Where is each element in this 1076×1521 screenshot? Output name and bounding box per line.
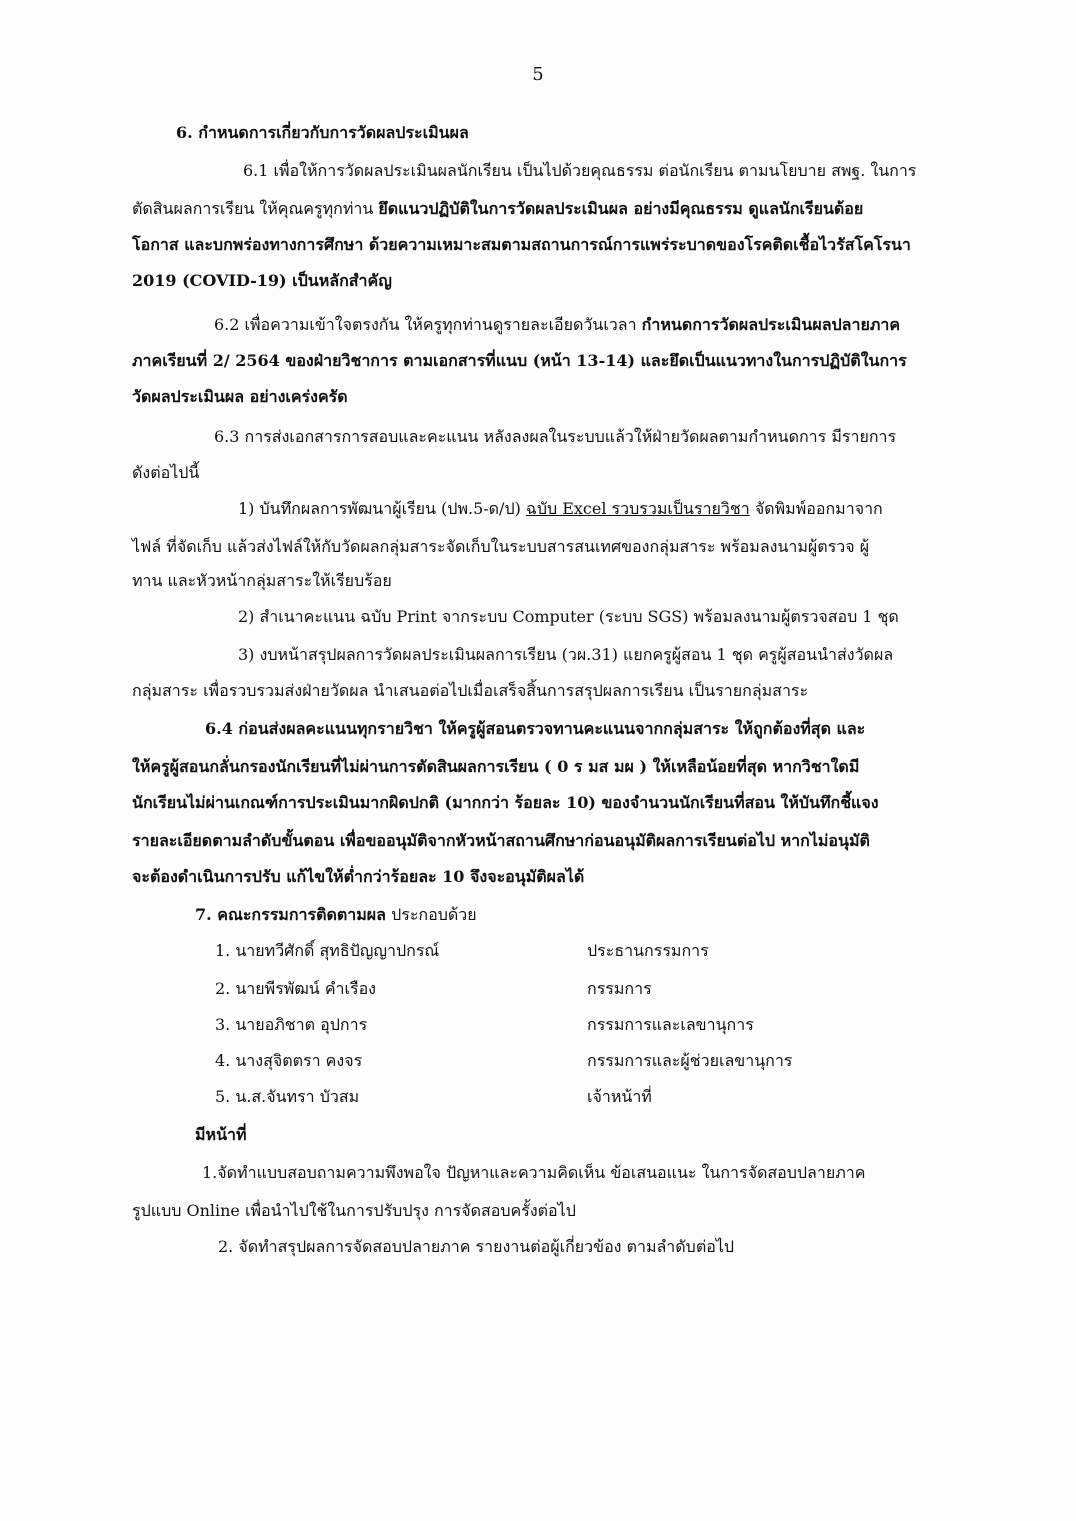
member-role: กรรมการ <box>587 979 652 998</box>
item-1-line-1-tail: จัดพิมพ์ออกมาจาก <box>749 499 883 518</box>
duties-heading: มีหน้าที่ <box>195 1125 247 1144</box>
item-1-line-1 <box>238 498 883 520</box>
para-6-1-line-4: 2019 (COVID-19) เป็นหลักสำคัญ <box>132 271 392 290</box>
para-6-2-line-1-normal: 6.2 เพื่อความเข้าใจตรงกัน ให้ครูทุกท่านดูรายละเอียดวันเวลา <box>214 315 642 334</box>
para-6-3-line-2: ดังต่อไปนี้ <box>132 463 200 482</box>
duty-1-line-2: รูปแบบ Online เพื่อนำไปใช้ในการปรับปรุง การจัดสอบครั้งต่อไป <box>132 1201 576 1220</box>
member-role: ประธานกรรมการ <box>587 941 709 960</box>
para-6-4-line-2: ให้ครูผู้สอนกลั่นกรองนักเรียนที่ไม่ผ่านการตัดสินผลการเรียน ( 0 ร มส มผ ) ให้เหลือน้อยที่สุด หากวิชาใดมี <box>132 757 860 776</box>
para-6-1-line-2-bold: ยึดแนวปฏิบัติในการวัดผลประเมินผล อย่างมีคุณธรรม ดูแลนักเรียนด้อย <box>378 199 864 218</box>
para-6-2-line-3: วัดผลประเมินผล อย่างเคร่งครัด <box>132 387 348 406</box>
para-6-2-line-1-bold: กำหนดการวัดผลประเมินผลปลายภาค <box>641 315 901 334</box>
member-role: กรรมการและผู้ช่วยเลขานุการ <box>587 1051 793 1070</box>
member-name: 5. น.ส.จันทรา บัวสม <box>215 1087 360 1106</box>
para-6-3-line-1: 6.3 การส่งเอกสารการสอบและคะแนน หลังลงผลในระบบแล้วให้ฝ่ายวัดผลตามกำหนดการ มีรายการ <box>214 427 897 446</box>
member-name: 4. นางสุจิตตรา คงจร <box>215 1051 363 1070</box>
item-3-line-1: 3) งบหน้าสรุปผลการวัดผลประเมินผลการเรียน (วผ.31) แยกครูผู้สอน 1 ชุด ครูผู้สอนนำส่งวัดผล <box>238 645 894 664</box>
item-1-line-1-underlined: ฉบับ Excel รวบรวมเป็นรายวิชา <box>525 499 750 518</box>
para-6-1-line-2-normal: ตัดสินผลการเรียน ให้คุณครูทุกท่าน <box>132 199 379 218</box>
item-1-line-1-normal: 1) บันทึกผลการพัฒนาผู้เรียน (ปพ.5-ด/ป) <box>238 499 526 518</box>
para-6-4-line-4: รายละเอียดตามลำดับขั้นตอน เพื่อขออนุมัติจากหัวหน้าสถานศึกษาก่อนอนุมัติผลการเรียนต่อไป หากไม่อนุมัติ <box>132 831 870 850</box>
para-6-4-line-5: จะต้องดำเนินการปรับ แก้ไขให้ต่ำกว่าร้อยละ 10 จึงจะอนุมัติผลได้ <box>132 867 585 886</box>
section-7-heading-bold: 7. คณะกรรมการติดตามผล <box>195 905 386 924</box>
para-6-4-line-3: นักเรียนไม่ผ่านเกณฑ์การประเมินมากผิดปกติ (มากกว่า ร้อยละ 10) ของจำนวนนักเรียนที่สอน ให้บันทึกชี้แจง <box>132 793 879 812</box>
para-6-1-line-3: โอกาส และบกพร่องทางการศึกษา ด้วยความเหมาะสมตามสถานการณ์การแพร่ระบาดของโรคติดเชื้อไวรัสโคโรนา <box>132 235 911 254</box>
para-6-2-line-1 <box>214 314 900 336</box>
member-name: 3. นายอภิชาต อุปการ <box>215 1015 368 1034</box>
item-1-line-3: ทาน และหัวหน้ากลุ่มสาระให้เรียบร้อย <box>132 571 392 590</box>
page-number: 5 <box>532 64 544 85</box>
duty-1-line-1: 1.จัดทำแบบสอบถามความพึงพอใจ ปัญหาและความคิดเห็น ข้อเสนอแนะ ในการจัดสอบปลายภาค <box>202 1163 866 1182</box>
member-role: เจ้าหน้าที่ <box>587 1087 652 1106</box>
section-7-heading-tail: ประกอบด้วย <box>385 905 477 924</box>
duty-2: 2. จัดทำสรุปผลการจัดสอบปลายภาค รายงานต่อผู้เกี่ยวข้อง ตามลำดับต่อไป <box>218 1237 735 1256</box>
member-name: 1. นายทวีศักดิ์ สุทธิปัญญาปกรณ์ <box>215 941 440 960</box>
para-6-4-line-1: 6.4 ก่อนส่งผลคะแนนทุกรายวิชา ให้ครูผู้สอนตรวจทานคะแนนจากกลุ่มสาระ ให้ถูกต้องที่สุด และ <box>205 719 866 738</box>
para-6-1-line-1: 6.1 เพื่อให้การวัดผลประเมินผลนักเรียน เป็นไปด้วยคุณธรรม ต่อนักเรียน ตามนโยบาย สพฐ. ในการ <box>243 161 917 180</box>
section-6-heading: 6. กำหนดการเกี่ยวกับการวัดผลประเมินผล <box>176 123 469 142</box>
item-2: 2) สำเนาคะแนน ฉบับ Print จากระบบ Computer (ระบบ SGS) พร้อมลงนามผู้ตรวจสอบ 1 ชุด <box>238 607 899 626</box>
para-6-1-line-2 <box>132 198 863 220</box>
section-7-heading <box>195 904 477 926</box>
member-role: กรรมการและเลขานุการ <box>587 1015 754 1034</box>
member-name: 2. นายพีรพัฒน์ คำเรือง <box>215 979 376 998</box>
item-1-line-2: ไฟล์ ที่จัดเก็บ แล้วส่งไฟล์ให้กับวัดผลกลุ่มสาระจัดเก็บในระบบสารสนเทศของกลุ่มสาระ พร้อมลงนามผู้ตรวจ ผู้ <box>132 537 870 556</box>
item-3-line-2: กลุ่มสาระ เพื่อรวบรวมส่งฝ่ายวัดผล นำเสนอต่อไปเมื่อเสร็จสิ้นการสรุปผลการเรียน เป็นรายกลุ่มสาระ <box>132 681 809 700</box>
para-6-2-line-2: ภาคเรียนที่ 2/ 2564 ของฝ่ายวิชาการ ตามเอกสารที่แนบ (หน้า 13-14) และยึดเป็นแนวทางในการปฏิบัติในการ <box>132 351 907 370</box>
